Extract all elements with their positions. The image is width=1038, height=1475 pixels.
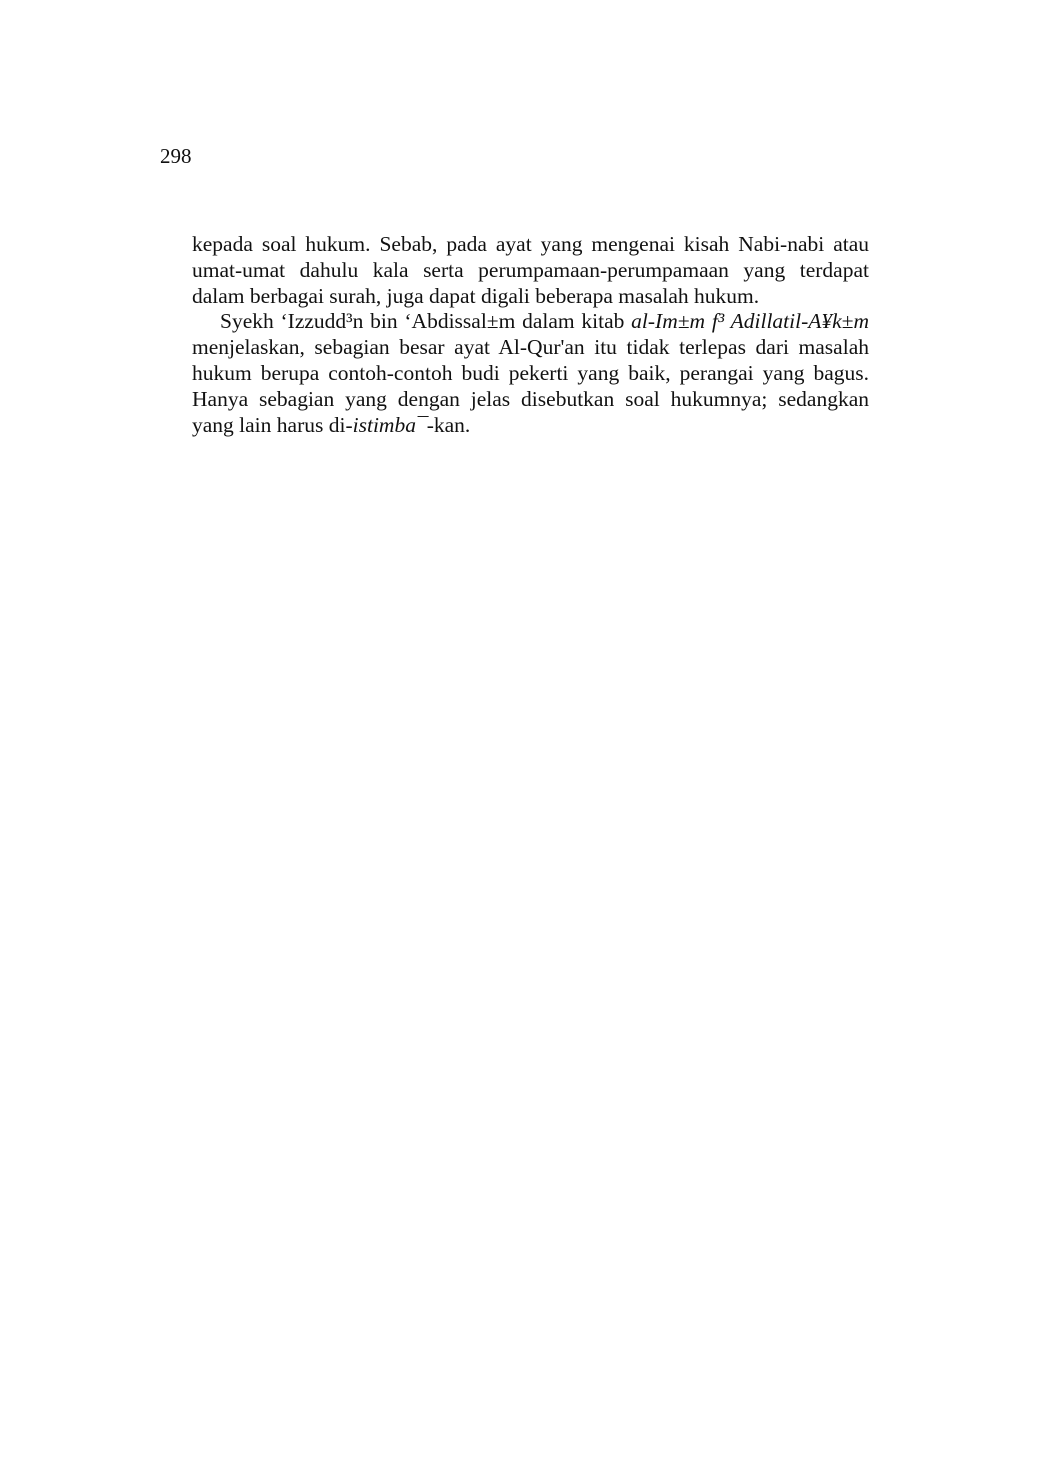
paragraph-2-text: Syekh ‘Izzudd³n bin ‘Abdissal±m dalam kitab bbox=[220, 309, 632, 334]
paragraph-2-text: -kan. bbox=[426, 412, 471, 437]
paragraph-2 bbox=[192, 309, 869, 438]
page-number: 298 bbox=[160, 144, 192, 168]
italic-term: istimba¯ bbox=[352, 412, 427, 437]
paragraph-1: kepada soal hukum. Sebab, pada ayat yang mengenai kisah Nabi-nabi atau umat-umat dahulu kala serta perumpamaan-perumpamaan yang terdapat dalam berbagai surah, juga dapat digali beberapa masalah hukum. bbox=[192, 232, 869, 308]
body-text bbox=[192, 232, 869, 438]
book-title: al-Im±m f³ Adillatil-A¥k±m bbox=[631, 309, 870, 334]
paragraph-2-text: menjelaskan, sebagian besar ayat Al-Qur'an itu tidak terlepas dari masalah hukum berupa contoh-contoh budi pekerti yang baik, perangai yang bagus. Hanya sebagian yang dengan jelas disebutkan soal hukumnya; sedangkan yang lain harus di- bbox=[192, 335, 869, 437]
